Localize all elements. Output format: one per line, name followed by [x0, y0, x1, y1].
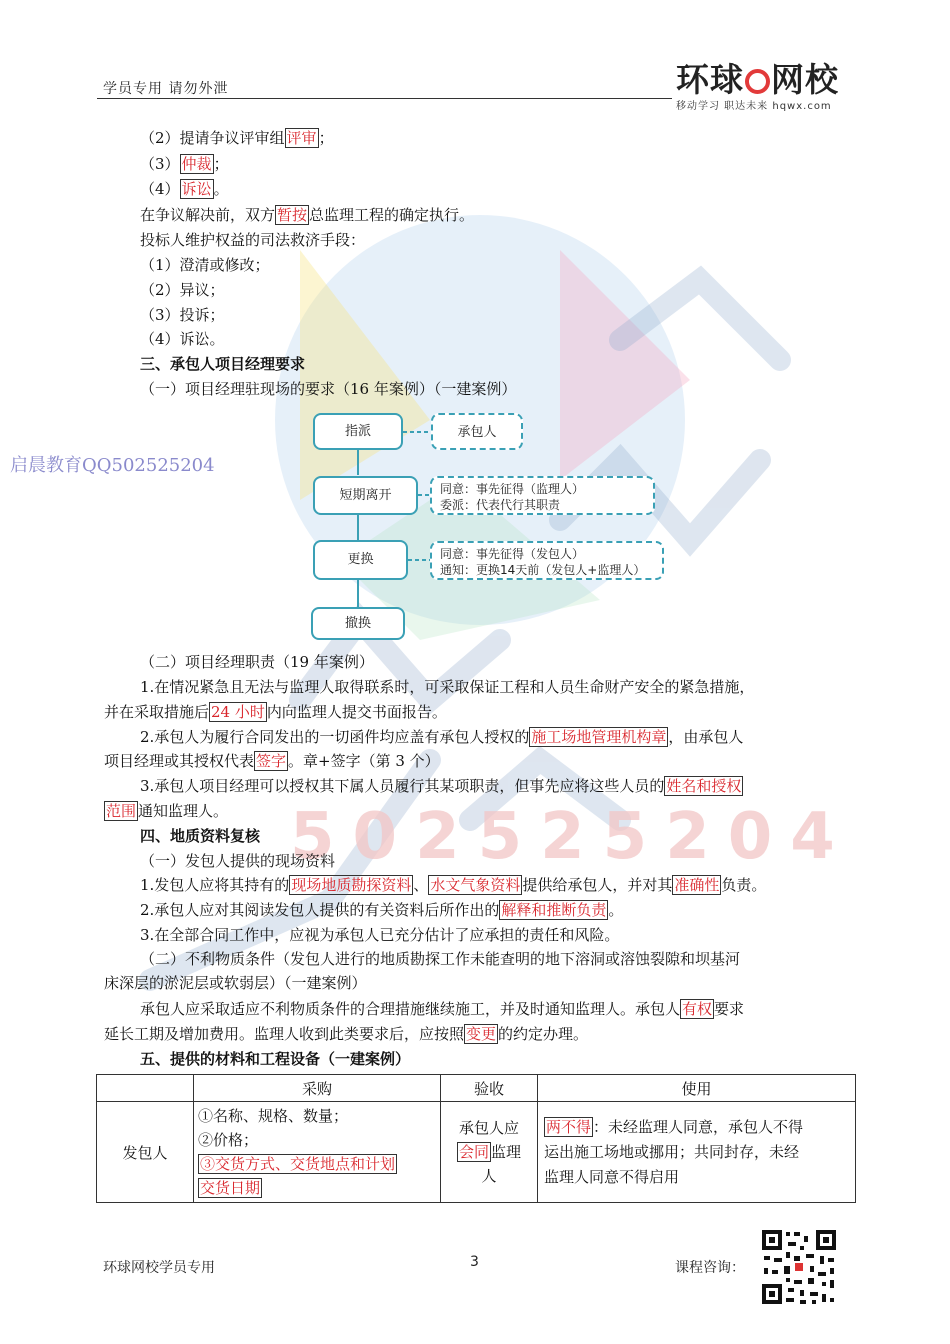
footer-left: 环球网校学员专用 — [103, 1260, 215, 1276]
text-line: 3.承包人项目经理可以授权其下属人员履行其某项职责，但事先应将这些人员的 姓名和授权 — [140, 777, 742, 795]
diagram-node-appoint: 指派 — [313, 413, 403, 450]
header-slogan: 移动学习 职达未来 hqwx.com — [676, 101, 832, 112]
highlight: 两不得 — [546, 1117, 592, 1136]
text-line: 2.承包人应对其阅读发包人提供的有关资料后所作出的 解释和推断负责 。 — [140, 901, 624, 919]
qr-code-icon[interactable] — [760, 1228, 838, 1306]
highlight: ③交货方式、交货地点和计划 — [200, 1155, 396, 1173]
text-line: （2）异议； — [140, 281, 225, 299]
text-line: （4） 诉讼 。 — [140, 180, 229, 198]
footer-consult: 课程咨询： — [675, 1260, 745, 1276]
page-number: 3 — [470, 1254, 479, 1270]
highlight: 诉讼 — [181, 180, 212, 198]
table-header-row — [97, 1075, 856, 1102]
header-divider — [97, 98, 672, 99]
subsection-heading: 床深层的淤泥层或软弱层）（一建案例） — [104, 974, 367, 992]
highlight: 交货日期 — [200, 1179, 261, 1197]
text-line: 并在采取措施后 24 小时 内向监理人提交书面报告。 — [104, 703, 447, 721]
text-line: 投标人维护权益的司法救济手段： — [140, 231, 366, 249]
highlight: 签字 — [256, 752, 287, 770]
highlight: 变更 — [466, 1025, 497, 1043]
text-line: 3.在全部合同工作中，应视为承包人已充分估计了应承担的责任和风险。 — [140, 926, 620, 944]
highlight: 现场地质勘探资料 — [291, 876, 412, 894]
diagram-note-leave — [430, 476, 655, 515]
highlight: 水文气象资料 — [430, 876, 521, 894]
text-line: 2.承包人为履行合同发出的一切函件均应盖有承包人授权的 施工场地管理机构章 ，由承包人 — [140, 728, 744, 746]
highlight: 施工场地管理机构章 — [531, 728, 667, 746]
highlight: 解释和推断负责 — [501, 901, 607, 919]
text-line: 在争议解决前，双方 暂按 总监理工程的确定执行。 — [140, 206, 475, 224]
note-line: 委派：代表代行其职责 — [440, 498, 561, 512]
text-line: 1.在情况紧急且无法与监理人取得联系时，可采取保证工程和人员生命财产安全的紧急措施， — [140, 678, 755, 696]
highlight: 范围 — [106, 802, 137, 820]
text-line: 范围 通知监理人。 — [106, 802, 229, 820]
subsection-heading: （二）不利物质条件（发包人进行的地质勘探工作未能查明的地下溶洞或溶蚀裂隙和坝基河 — [140, 950, 741, 968]
text-line: （4）诉讼。 — [140, 330, 225, 348]
header-notice: 学员专用 请勿外泄 — [103, 81, 229, 97]
highlight: 评审 — [286, 129, 317, 147]
table-header — [97, 1075, 194, 1102]
logo-play-icon — [745, 69, 770, 94]
section-heading: 四、地质资料复核 — [140, 827, 261, 845]
highlight: 准确性 — [674, 876, 720, 894]
note-line: 同意：事先征得（监理人） — [440, 482, 585, 496]
table-cell: 承包人应 会同 监理 人 — [441, 1102, 538, 1203]
text-line: 项目经理或其授权代表 签字 。章+签字（第 3 个） — [104, 752, 440, 770]
table-header: 使用 — [538, 1075, 856, 1102]
materials-table — [96, 1074, 856, 1203]
section-heading: 三、承包人项目经理要求 — [140, 355, 306, 373]
highlight: 仲裁 — [181, 155, 212, 173]
note-line: 同意：事先征得（发包人） — [440, 547, 585, 561]
diagram-node-replace: 更换 — [313, 540, 408, 580]
table-header: 验收 — [441, 1075, 538, 1102]
diagram-note-replace — [430, 541, 664, 580]
table-cell: ①名称、规格、数量； ②价格； ③交货方式、交货地点和计划 交货日期 — [194, 1102, 441, 1203]
text-line: 1.发包人应将其持有的 现场地质勘探资料 、 水文气象资料 提供给承包人，并对其 准确性 负责。 — [140, 876, 767, 894]
note-line: 通知：更换14天前（发包人+监理人） — [440, 563, 646, 577]
text-line: 延长工期及增加费用。监理人收到此类要求后，应按照 变更 的约定办理。 — [104, 1025, 589, 1043]
table-cell: 发包人 — [97, 1102, 194, 1203]
subsection-heading: （一）发包人提供的现场资料 — [140, 852, 336, 870]
highlight: 暂按 — [277, 206, 308, 224]
table-row — [97, 1102, 856, 1203]
section-heading: 五、提供的材料和工程设备（一建案例） — [140, 1050, 411, 1068]
highlight: 有权 — [682, 1000, 713, 1018]
logo-text-2: 网校 — [771, 60, 839, 99]
subsection-heading: （二）项目经理职责（19 年案例） — [140, 653, 374, 671]
brand-logo — [676, 54, 839, 101]
text-line: （2）提请争议评审组 评审 ； — [140, 129, 334, 147]
side-watermark-text: 启晨教育QQ502525204 — [10, 455, 215, 476]
text-line: （1）澄清或修改； — [140, 256, 270, 274]
subsection-heading: （一）项目经理驻现场的要求（16 年案例）（一建案例） — [140, 380, 517, 398]
logo-text-1: 环球 — [676, 60, 744, 99]
text-line: （3） 仲裁 ； — [140, 155, 229, 173]
diagram-node-remove: 撤换 — [311, 607, 405, 640]
highlight: 24 小时 — [211, 703, 265, 721]
highlight: 会同 — [458, 1143, 489, 1161]
diagram-node-leave: 短期离开 — [313, 476, 418, 515]
diagram-note-appoint: 承包人 — [431, 413, 523, 450]
highlight: 姓名和授权 — [666, 777, 742, 795]
table-cell: 两不得 ：未经监理人同意，承包人不得 运出施工场地或挪用；共同封存，未经 监理人同意不得启用 — [538, 1102, 856, 1203]
text-line: （3）投诉； — [140, 306, 225, 324]
watermark-digits: 502525204 — [290, 800, 853, 874]
table-header: 采购 — [194, 1075, 441, 1102]
text-line: 承包人应采取适应不利物质条件的合理措施继续施工，并及时通知监理人。承包人 有权 要求 — [140, 1000, 745, 1018]
